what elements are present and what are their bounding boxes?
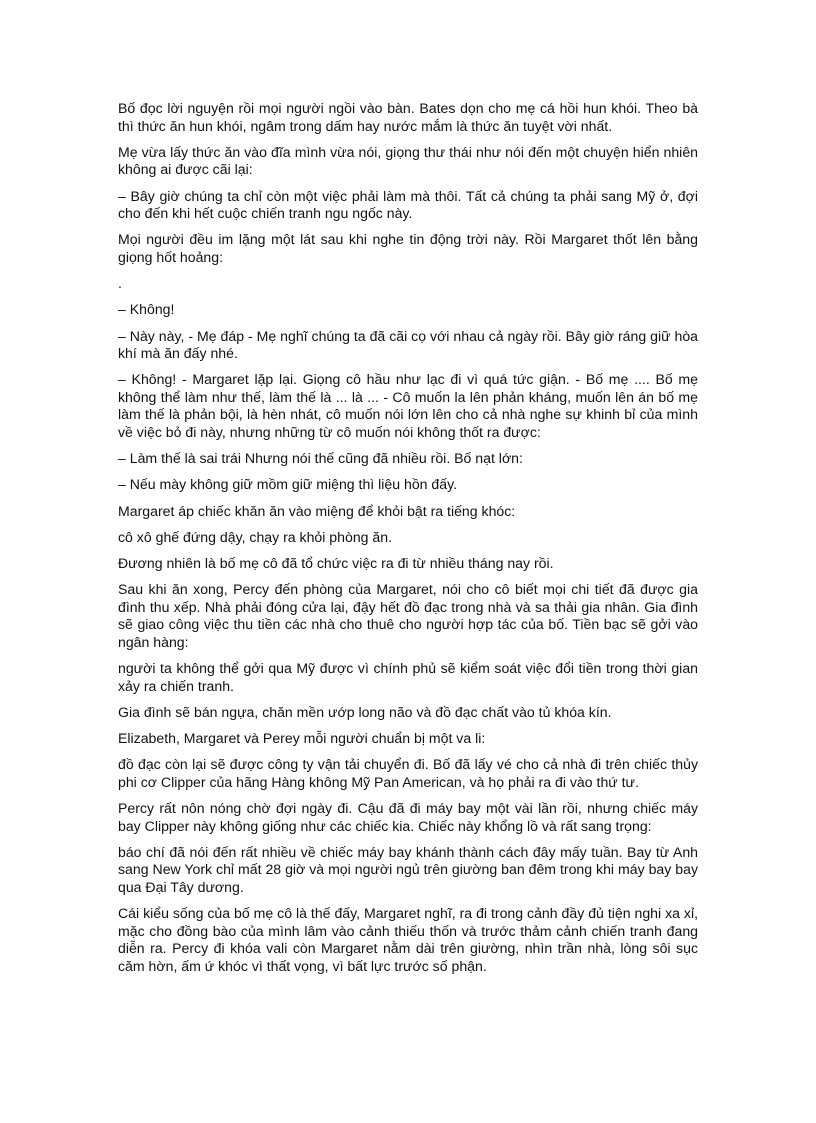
paragraph-12: cô xô ghế đứng dậy, chạy ra khỏi phòng ăn. <box>118 528 393 545</box>
paragraph-8: – Không! - Margaret lặp lại. Giọng cô hầu như lạc đi vì quá tức giận. - Bố mẹ .... Bố mẹ không thể làm như thế, làm thế là ... là ... - Cô muốn la lên phản kháng, muốn lên án bố mẹ làm thế là phản bội, là hèn nhát, cô muốn nói lớn lên cho cả nhà nghe sự khinh bỉ của mình về việc bỏ đi này, nhưng những từ cô muốn nói không thốt ra được: <box>118 371 698 441</box>
paragraph-13: Đương nhiên là bố mẹ cô đã tổ chức việc ra đi từ nhiều tháng nay rồi. <box>118 555 554 571</box>
paragraph-5: . <box>118 275 122 292</box>
paragraph-18: đồ đạc còn lại sẽ được công ty vận tải chuyển đi. Bố đã lấy vé cho cả nhà đi trên chiếc thủy phi cơ Clipper của hãng Hàng không Mỹ Pan American, và họ phải ra đi vào thứ tư. <box>118 756 698 790</box>
paragraph-15: người ta không thể gởi qua Mỹ được vì chính phủ sẽ kiểm soát việc đổi tiền trong thời gian xảy ra chiến tranh. <box>118 660 698 694</box>
paragraph-16: Gia đình sẽ bán ngựa, chăn mền ướp long não và đồ đạc chất vào tủ khóa kín. <box>118 703 612 720</box>
paragraph-3: – Bây giờ chúng ta chỉ còn một việc phải làm mà thôi. Tất cả chúng ta phải sang Mỹ ở, đợi cho đến khi hết cuộc chiến tranh ngu ngốc này. <box>118 187 698 222</box>
document-page <box>118 100 698 984</box>
paragraph-1: Bố đọc lời nguyện rồi mọi người ngồi vào bàn. Bates dọn cho mẹ cá hồi hun khói. Theo bà thì thức ăn hun khói, ngâm trong dấm hay nước mắm là thức ăn tuyệt vời nhất. <box>118 100 698 134</box>
paragraph-14: Sau khi ăn xong, Percy đến phòng của Margaret, nói cho cô biết mọi chi tiết đã được gia đình thu xếp. Nhà phải đóng cửa lại, đậy hết đồ đạc trong nhà và sa thải gia nhân. Gia đình sẽ giao công việc thu tiền các nhà cho thuê cho người hợp tác của bố. Tiền bạc sẽ gởi vào ngân hàng: <box>118 581 698 650</box>
paragraph-17: Elizabeth, Margaret và Perey mỗi người chuẩn bị một va li: <box>118 730 486 747</box>
paragraph-4: Mọi người đều im lặng một lát sau khi nghe tin động trời này. Rồi Margaret thốt lên bằng giọng hốt hoảng: <box>118 231 698 265</box>
paragraph-7: – Này này, - Mẹ đáp - Mẹ nghĩ chúng ta đã cãi cọ với nhau cả ngày rồi. Bây giờ ráng giữ hòa khí mà ăn đấy nhé. <box>118 327 698 362</box>
paragraph-11: Margaret áp chiếc khăn ăn vào miệng để khỏi bật ra tiếng khóc: <box>118 502 516 519</box>
paragraph-19: Percy rất nôn nóng chờ đợi ngày đi. Cậu đã đi máy bay một vài lần rồi, nhưng chiếc máy bay Clipper này không giống như các chiếc kia. Chiếc này khổng lồ và rất sang trọng: <box>118 800 698 834</box>
paragraph-2: Mẹ vừa lấy thức ăn vào đĩa mình vừa nói, giọng thư thái như nói đến một chuyện hiển nhiên không ai được cãi lại: <box>118 143 698 178</box>
paragraph-10: – Nếu mày không giữ mồm giữ miệng thì liệu hồn đấy. <box>118 476 458 493</box>
paragraph-21: Cái kiểu sống của bố mẹ cô là thế đấy, Margaret nghĩ, ra đi trong cảnh đầy đủ tiện nghi xa xỉ, mặc cho đồng bào của mình lâm vào cảnh thiếu thốn và trước thảm cảnh chiến tranh đang diễn ra. Percy đi khóa vali còn Margaret nằm dài trên giường, nhìn trần nhà, lòng sôi sục căm hờn, ấm ứ khóc vì thất vọng, vì bất lực trước số phận. <box>118 905 698 975</box>
paragraph-6: – Không! <box>118 301 175 318</box>
paragraph-20: báo chí đã nói đến rất nhiều về chiếc máy bay khánh thành cách đây mấy tuần. Bay từ Anh sang New York chỉ mất 28 giờ và mọi người ngủ trên giường ban đêm trong khi máy bay bay qua Đại Tây dương. <box>118 843 698 896</box>
paragraph-9: – Làm thế là sai trái Nhưng nói thế cũng đã nhiều rồi. Bố nạt lớn: <box>118 450 523 467</box>
